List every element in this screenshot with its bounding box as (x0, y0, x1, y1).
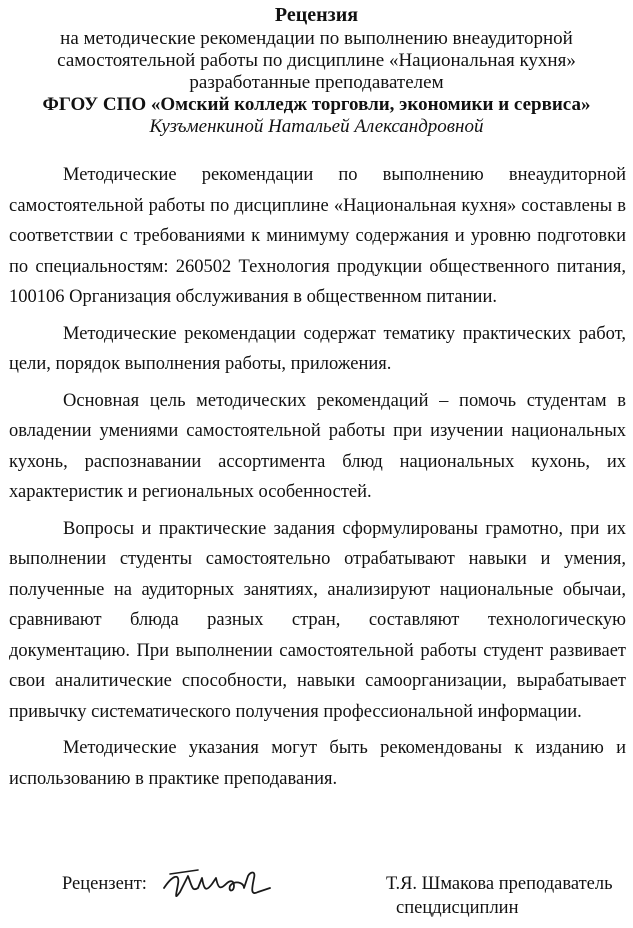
body-paragraph: Основная цель методических рекомендаций – помочь студентам в овладении умениями самостоятельной работы при изучении национальных кухонь, распознавании ассортимента блюд национальных кухонь, их характеристик и региональных особенностей. (9, 390, 626, 502)
header-line-discipline: самостоятельной работы по дисциплине «Национальная кухня» (57, 50, 576, 71)
signature-block (0, 862, 633, 922)
reviewer-position-line: спецдисциплин (396, 898, 519, 918)
header-line-subject: на методические рекомендации по выполнению внеаудиторной (60, 28, 573, 49)
document-body (9, 160, 626, 800)
document-title: Рецензия (274, 4, 359, 26)
reviewer-name-line: Т.Я. Шмакова преподаватель (386, 874, 613, 894)
header-line-author: Кузъменкиной Натальей Александровной (149, 116, 484, 137)
reviewer-label: Рецензент: (62, 874, 147, 894)
handwritten-signature (158, 862, 276, 908)
header-line-institution: ФГОУ СПО «Омский колледж торговли, экономики и сервиса» (42, 94, 591, 115)
body-paragraph: Методические указания могут быть рекомендованы к изданию и использованию в практике преподавания. (9, 738, 626, 789)
body-paragraph: Методические рекомендации содержат тематику практических работ, цели, порядок выполнения работы, приложения. (9, 323, 626, 374)
document-header (0, 4, 633, 138)
body-paragraph: Методические рекомендации по выполнению внеаудиторной самостоятельной работы по дисциплине «Национальная кухня» составлены в соответствии с требованиями к минимуму содержания и уровню подготовки по специальностям: 260502 Технология продукции общественного питания, 100106 Организация обслуживания в общественном питании. (9, 165, 626, 307)
body-paragraph: Вопросы и практические задания сформулированы грамотно, при их выполнении студенты самостоятельно отрабатывают навыки и умения, полученные на аудиторных занятиях, анализируют национальные обычаи, сравнивают блюда разных стран, составляют технологическую документацию. При выполнении самостоятельной работы студент развивает свои аналитические способности, навыки самоорганизации, вырабатывает привычку систематического получения профессиональной информации. (9, 518, 626, 722)
header-line-developed-by: разработанные преподавателем (189, 72, 444, 93)
reviewer-name (386, 872, 631, 920)
